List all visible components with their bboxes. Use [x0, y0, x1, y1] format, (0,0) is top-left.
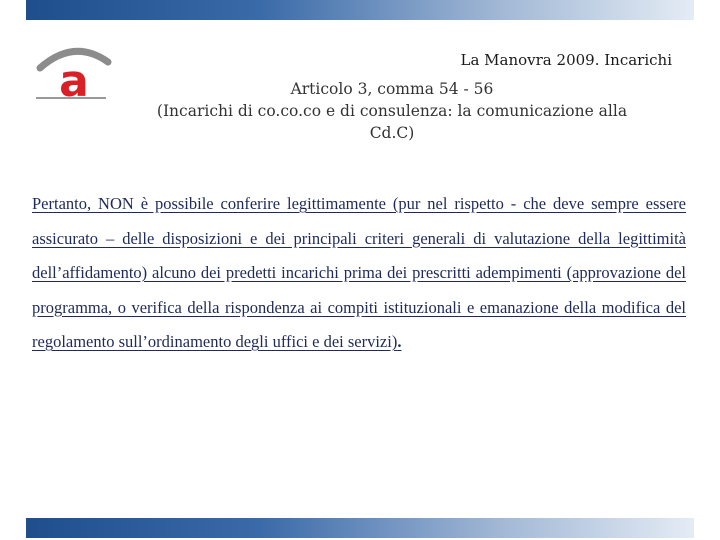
body-end-punctuation: . [397, 332, 402, 351]
subtitle-line-3: Cd.C) [369, 124, 415, 142]
body-paragraph [32, 187, 686, 360]
subtitle-line-2: (Incarichi di co.co.co e di consulenza: la comunicazione alla [156, 102, 628, 120]
logo-icon [34, 40, 114, 100]
page-header-title: La Manovra 2009. Incarichi [460, 51, 672, 69]
logo-letter: a [59, 56, 89, 100]
top-decorative-bar [26, 0, 694, 20]
slide-subtitle [112, 78, 672, 144]
body-text: Pertanto, NON è possibile conferire legittimamente (pur nel rispetto - che deve sempre essere assicurato – delle disposizioni e dei principali criteri generali di valutazione della legittimità dell’affidamento) alcuno dei predetti incarichi prima dei prescritti adempimenti (approvazione del programma, o verifica della rispondenza ai compiti istituzionali e emanazione della modifica del regolamento sull’ordinamento degli uffici e dei servizi) [32, 194, 686, 351]
bottom-decorative-bar [26, 518, 694, 538]
subtitle-line-1: Articolo 3, comma 54 - 56 [290, 80, 494, 98]
